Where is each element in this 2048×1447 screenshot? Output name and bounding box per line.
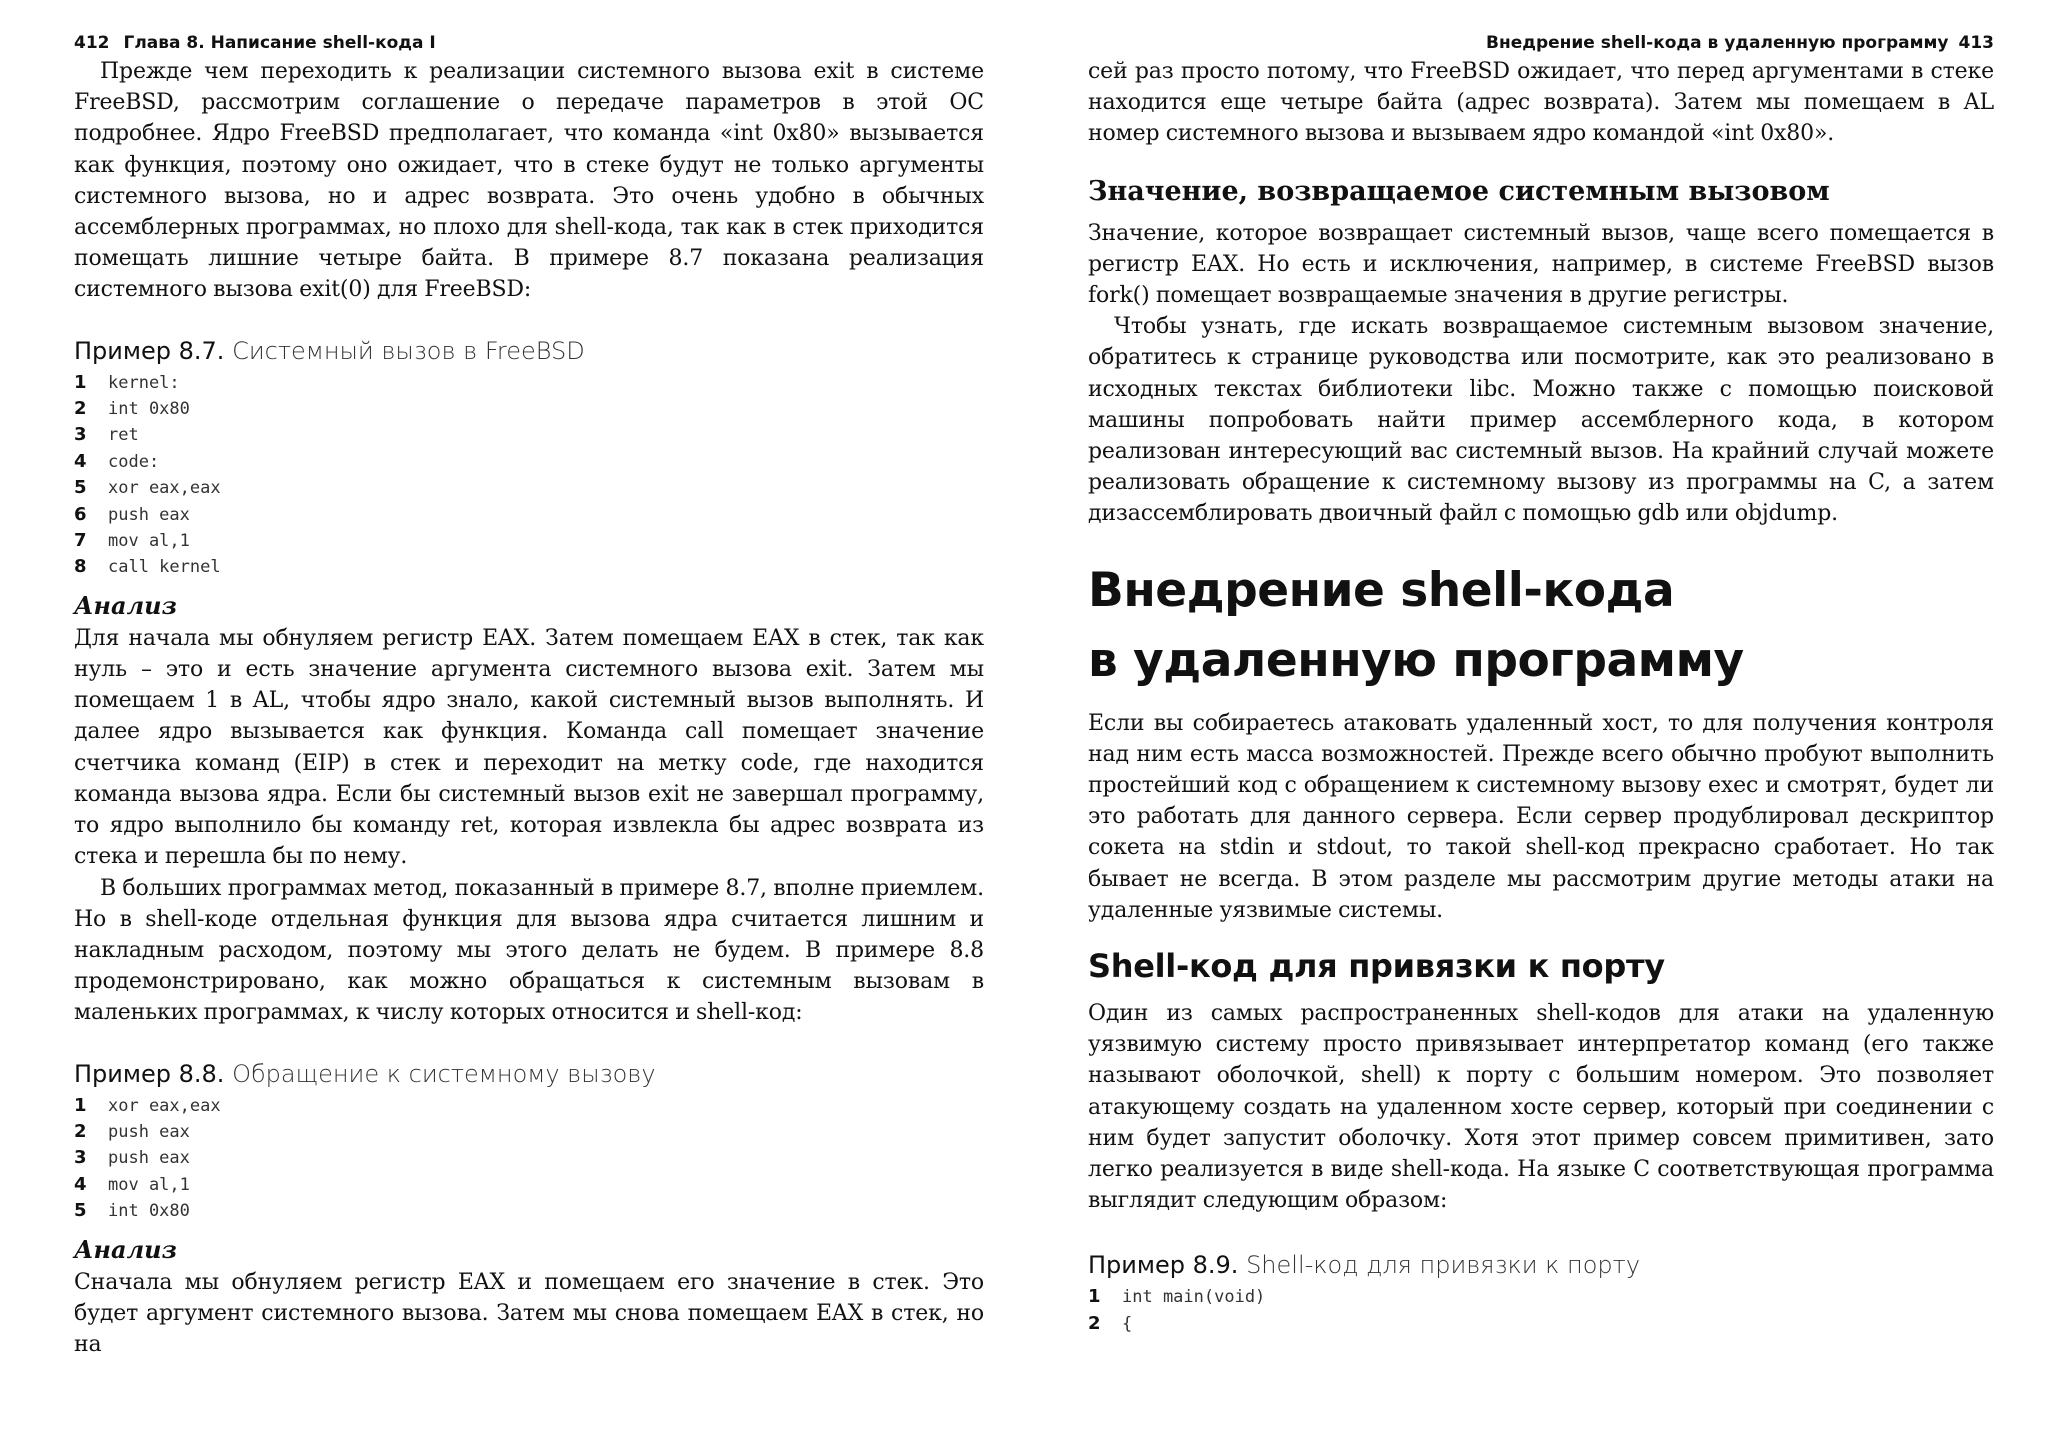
code-line: 8 call kernel	[74, 556, 221, 578]
right-paragraph-2: Значение, которое возвращает системный вызов, чаще всего помещается в регистр EAX. Но есть и исключения, например, в системе FreeBSD вызов fork() помещает возвращаемые значения в другие регистры.	[1088, 220, 1994, 309]
code-listing-8-9	[1088, 1284, 1994, 1337]
code-line: 1 int main(void)	[1088, 1286, 1266, 1308]
code-line: 3 ret	[74, 424, 139, 446]
left-paragraph-2: Для начала мы обнуляем регистр EAX. Затем помещаем EAX в стек, так как нуль – это и есть значение аргумента системного вызова exit. Затем мы помещаем 1 в AL, чтобы ядро знало, какой системный вызов выполнять. И далее ядро вызывается как функция. Команда call помещает значение счетчика команд (EIP) в стек и переходит на метку code, где находится команда вызова ядра. Если бы системный вызов exit не завершал программу, то ядро выполнило бы команду ret, которая извлекла бы адрес возврата из стека и перешла бы по нему.	[74, 625, 984, 870]
subheading-port-binding: Shell-код для привязки к порту	[1088, 947, 1665, 986]
code-line: 2 {	[1088, 1312, 1133, 1334]
right-page	[1088, 30, 1994, 1345]
example-label: Пример 8.8.	[74, 1059, 225, 1088]
code-line: 4 mov al,1	[74, 1173, 190, 1195]
left-chapter-title: Глава 8. Написание shell-кода I	[123, 33, 436, 53]
example-caption: Обращение к системному вызову	[232, 1059, 656, 1088]
analysis-heading: Анализ	[74, 590, 177, 620]
right-section-title: Внедрение shell-кода в удаленную программу	[1485, 33, 1949, 53]
left-page-number: 412	[74, 33, 110, 53]
example-label: Пример 8.9.	[1088, 1251, 1239, 1280]
left-paragraph-4: Сначала мы обнуляем регистр EAX и помещаем его значение в стек. Это будет аргумент системного вызова. Затем мы снова помещаем EAX в стек, но на	[74, 1269, 984, 1357]
right-page-number: 413	[1958, 33, 1994, 53]
section-heading	[1088, 556, 1994, 696]
subheading-return-value: Значение, возвращаемое системным вызовом	[1088, 175, 1830, 207]
right-paragraph-5: Один из самых распространенных shell-кодов для атаки на удаленную уязвимую систему просто привязывает интерпретатор команд (его также называют оболочкой, shell) к порту с большим номером. Это позволяет атакующему создать на удаленном хосте сервер, который при соединении с ним будет запустит оболочку. Хотя этот пример совсем примитивен, зато легко реализуется в виде shell-кода. На языке C соответствующая программа выглядит следующим образом:	[1088, 1001, 1994, 1214]
example-label: Пример 8.7.	[74, 336, 225, 365]
code-line: 6 push eax	[74, 503, 190, 525]
code-line: 3 push eax	[74, 1147, 190, 1169]
left-paragraph-1: Прежде чем переходить к реализации системного вызова exit в системе FreeBSD, рассмотрим соглашение о передаче параметров в этой ОС подробнее. Ядро FreeBSD предполагает, что команда «int 0x80» вызывается как функция, поэтому оно ожидает, что в стеке будут не только аргументы системного вызова, но и адрес возврата. Это очень удобно в обычных ассемблерных программах, но плохо для shell-кода, так как в стек приходится помещать лишние четыре байта. В примере 8.7 показана реализация системного вызова exit(0) для FreeBSD:	[74, 59, 984, 303]
left-paragraph-3: В больших программах метод, показанный в примере 8.7, вполне приемлем. Но в shell-коде отдельная функция для вызова ядра считается лишним и накладным расходом, поэтому мы этого делать не будем. В примере 8.8 продемонстрировано, как можно обращаться к системным вызовам в маленьких программах, к числу которых относится и shell-код:	[74, 875, 984, 1026]
right-paragraph-4: Если вы собираетесь атаковать удаленный хост, то для получения контроля над ним есть масса возможностей. Прежде всего обычно пробуют выполнить простейший код с обращением к системному вызову exec и смотрят, будет ли это работать для данного сервера. Если сервер продублировал дескриптор сокета на stdin и stdout, то такой shell-код прекрасно сработает. Но так бывает не всегда. В этом разделе мы рассмотрим другие методы атаки на удаленные уязвимые системы.	[1088, 710, 1994, 923]
code-line: 5 xor eax,eax	[74, 477, 221, 499]
code-line: 7 mov al,1	[74, 530, 190, 552]
code-line: 1 xor eax,eax	[74, 1094, 221, 1116]
analysis-heading: Анализ	[74, 1234, 177, 1264]
code-line: 4 code:	[74, 450, 160, 472]
right-running-head	[1088, 30, 1994, 56]
code-line: 2 push eax	[74, 1120, 190, 1142]
code-listing-8-7	[74, 370, 984, 581]
example-8-7-title	[74, 336, 984, 366]
right-paragraph-3: Чтобы узнать, где искать возвращаемое системным вызовом значение, обратитесь к странице руководства или посмотрите, как это реализовано в исходных текстах библиотеки libc. Можно также с помощью поисковой машины попробовать найти пример ассемблерного кода, в котором реализован интересующий вас системный вызов. На крайний случай можете реализовать обращение к системному вызову из программы на C, а затем дизассемблировать двоичный файл с помощью gdb или objdump.	[1088, 314, 1994, 527]
left-page	[74, 30, 984, 1360]
code-line: 5 int 0x80	[74, 1200, 190, 1222]
example-8-8-title	[74, 1059, 984, 1089]
example-caption: Системный вызов в FreeBSD	[232, 336, 585, 365]
code-line: 2 int 0x80	[74, 398, 190, 420]
code-line: 1 kernel:	[74, 371, 180, 393]
section-heading-line-1: Внедрение shell-кода	[1088, 562, 1675, 618]
example-caption: Shell-код для привязки к порту	[1246, 1251, 1641, 1280]
section-heading-line-2: в удаленную программу	[1088, 632, 1744, 688]
left-running-head	[74, 30, 984, 56]
code-listing-8-8	[74, 1093, 984, 1225]
example-8-9-title	[1088, 1250, 1994, 1280]
right-paragraph-1: сей раз просто потому, что FreeBSD ожидает, что перед аргументами в стеке находится еще четыре байта (адрес возврата). Затем мы помещаем в AL номер системного вызова и вызываем ядро командой «int 0x80».	[1088, 59, 1994, 147]
